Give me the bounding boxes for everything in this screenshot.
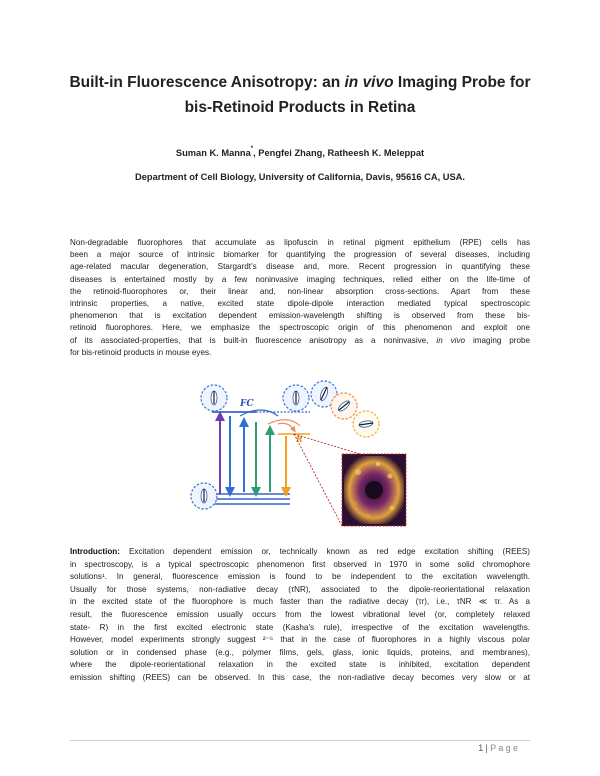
abstract-italic: in vivo	[436, 335, 466, 345]
abstract-line: retinoid fluorophores. Here, we emphasize the spectroscopic origin of this phenomenon and exploit one	[70, 323, 530, 333]
abstract-line: intrinsic properties, a native, excited state dipole-dipole interaction mediated typical spectroscopic	[70, 299, 530, 309]
ground-state-levels	[212, 494, 290, 504]
page-footer	[478, 743, 518, 753]
intro-line: in the excited state of the fluorophore is much faster than the radiative decay (τr), i.e., τNR ≪ τr. As a	[70, 597, 530, 607]
intro-line: result, the fluorescence emission usually occurs from the lowest vibrational level (or, completely relaxed	[70, 609, 530, 619]
intro-line: Usually for those systems, non-radiative decay (τNR), associated to the dipole-reorientational relaxation	[70, 584, 530, 594]
fc-label: FC	[240, 399, 254, 409]
dipole-circle-relaxing	[331, 393, 357, 419]
intro-line: in spectroscopy, is a typical spectroscopic phenomenon first observed in 1970 in some solid chromophore	[70, 559, 530, 569]
intro-line: solutions¹. In general, fluorescence emission is found to be independent to the excitation wavelength.	[70, 572, 530, 582]
footer-separator: |	[483, 743, 491, 753]
title-line-1	[40, 70, 560, 95]
title-suffix: Imaging Probe for	[393, 74, 531, 91]
intro-line: emission shifting (REES) can be observed. In this case, the non-radiative decay becomes very slow or at	[70, 672, 530, 682]
introduction-section	[70, 546, 530, 685]
footer-rule	[70, 740, 530, 741]
fluorescence-image-inset	[342, 454, 406, 526]
intro-line: where the dipole-reorientational relaxation in the excited state is inhibited, excitation dependent	[70, 660, 530, 670]
dipole-circle-excited-2	[283, 385, 309, 411]
abstract-line: age-related macular degeneration, Stargardt’s disease and, more. Recent progression in quantifying these	[70, 262, 530, 272]
abstract-line: phenomenon that is excitation dependent emission-wavelength shifting is observed from these bis-	[70, 311, 530, 321]
page-label: P a g e	[490, 743, 518, 753]
dipole-circle-excited-1	[201, 385, 227, 411]
intro-line	[70, 546, 530, 559]
affiliation: Department of Cell Biology, University of California, Davis, 95616 CA, USA.	[135, 172, 465, 182]
intro-heading: Introduction:	[70, 547, 120, 556]
abstract	[70, 237, 530, 359]
intro-line: solution or in condensed phase (e.g., polymer films, gels, glass, ionic liquids, proteins, and membranes),	[70, 647, 530, 657]
abstract-line-text: of its associated-properties, that is built-in fluorescence anisotropy as a noninvasive,	[70, 335, 437, 345]
abstract-line-tail: imaging probe	[465, 335, 530, 345]
abstract-line: diseases is entertained mostly by a few noninvasive imaging techniques, relied either on the life-time of	[70, 274, 530, 284]
author-first: Suman K. Manna	[175, 148, 251, 158]
paper-title	[40, 70, 560, 120]
abstract-final-line: for bis-retinoid products in mouse eyes.	[70, 347, 212, 357]
abstract-line	[70, 335, 530, 347]
abstract-line: Non-degradable fluorophores that accumulate as lipofuscin in retinal pigment epithelium (RPE) cells has	[70, 238, 530, 247]
jablonski-figure	[182, 376, 414, 542]
excited-state-levels	[212, 410, 310, 434]
corresponding-mark: *	[250, 146, 254, 152]
abstract-line: the retinoid-fluorophores or, their linear and, non-linear absorption cross-sections. Apart from these	[70, 286, 530, 296]
intro-line: state- R) in the first excited electronic state (Kasha’s rule), irrespective of the excitation wavelengths.	[70, 622, 530, 632]
intro-line-text: Excitation dependent emission or, technically known as red edge excitation shifting (REES)	[119, 547, 530, 556]
dipole-circle-ground	[191, 483, 217, 509]
title-prefix: Built-in Fluorescence Anisotropy: an	[69, 74, 345, 91]
author-list	[40, 148, 560, 158]
title-line-2: bis-Retinoid Products in Retina	[184, 99, 416, 116]
title-italic: in vivo	[344, 74, 394, 91]
dipole-circle-relaxed	[353, 411, 379, 437]
abstract-line: been a major source of intrinsic biomarker for quantifying the progression of several diseases, including	[70, 250, 530, 260]
intro-line: However, model experiments strongly suggest ²⁻⁵ that in the case of fluorophores in a highly viscous polar	[70, 635, 530, 645]
r-label: R	[296, 434, 303, 444]
transition-arrows	[220, 416, 294, 494]
page-number: 1	[478, 743, 484, 753]
author-rest: , Pengfei Zhang, Ratheesh K. Meleppat	[253, 148, 425, 158]
